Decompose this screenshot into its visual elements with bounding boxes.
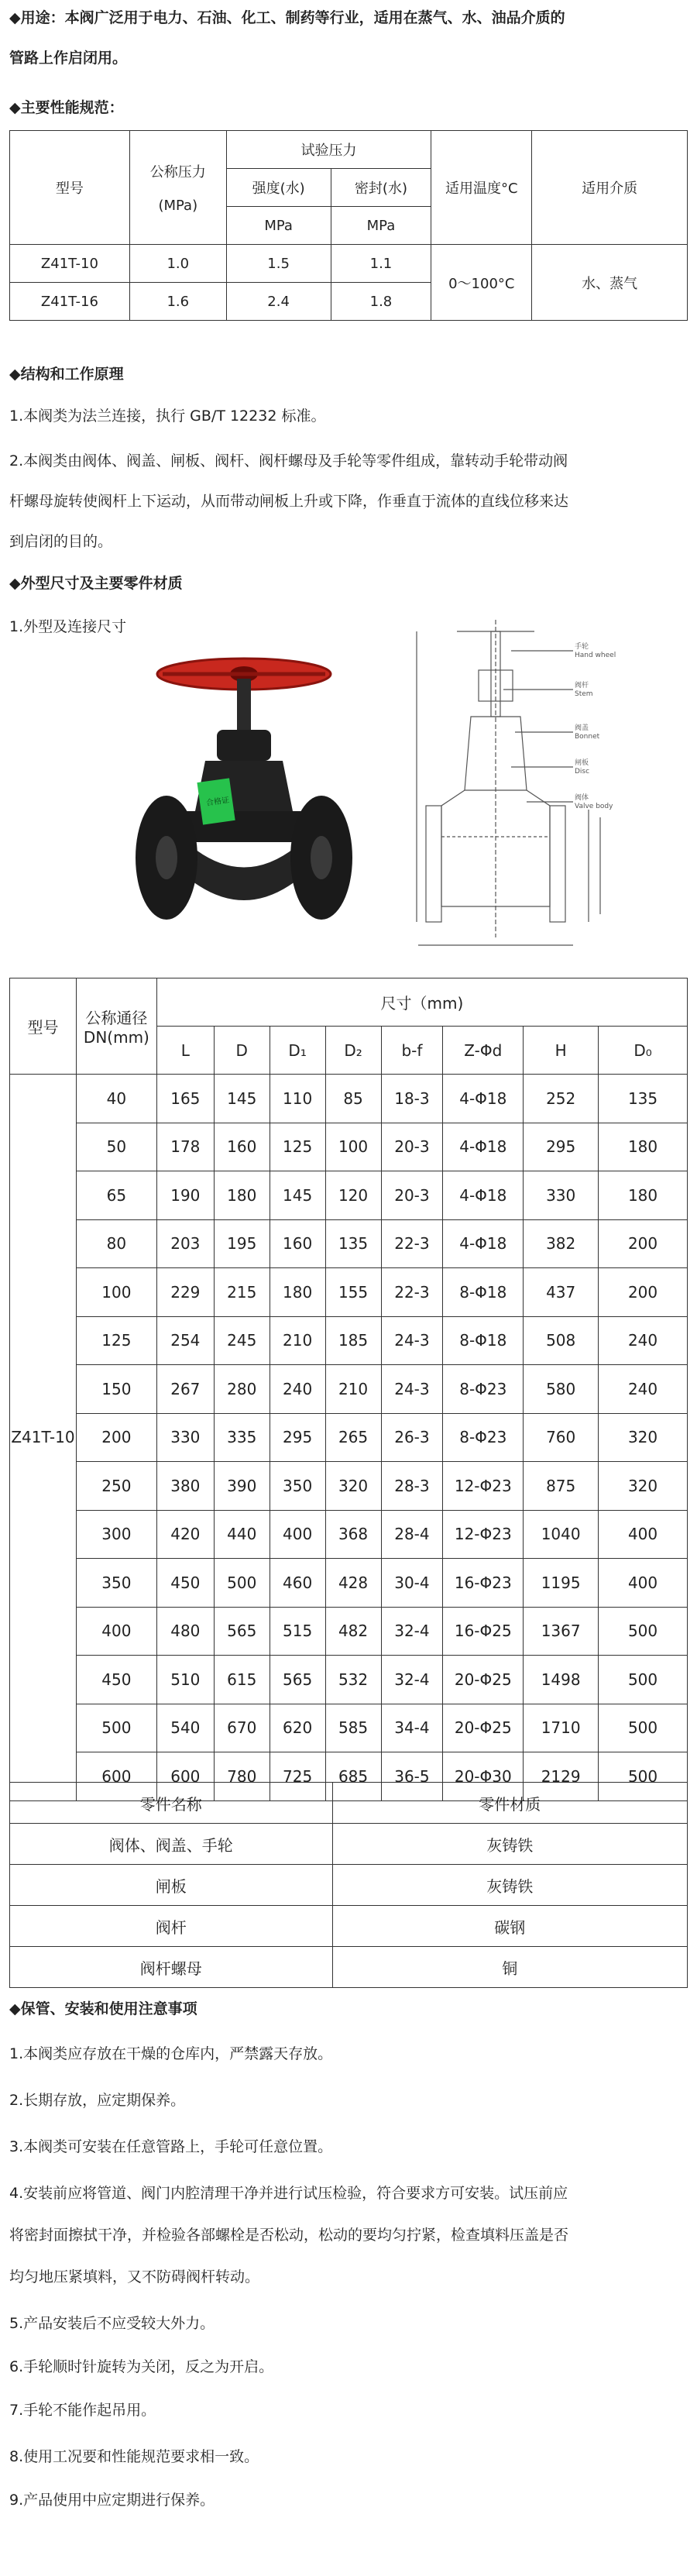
- table-cell: 780: [214, 1752, 270, 1801]
- table-cell: 8-Φ18: [443, 1268, 524, 1317]
- table-cell: 150: [76, 1365, 156, 1414]
- table-cell: 85: [325, 1075, 381, 1123]
- table-cell: 382: [524, 1219, 599, 1268]
- valve-drawing: [410, 612, 643, 968]
- table-row: [10, 1947, 688, 1988]
- table-cell: 20-3: [381, 1123, 443, 1171]
- table-cell: 30-4: [381, 1559, 443, 1608]
- table-cell: 125: [270, 1123, 325, 1171]
- spec-cell: Z41T-10: [10, 245, 130, 283]
- table-cell: 28-4: [381, 1510, 443, 1559]
- table-cell: 178: [156, 1123, 214, 1171]
- table-cell: 灰铸铁: [332, 1824, 687, 1865]
- table-cell: 185: [325, 1316, 381, 1365]
- spec-header-temp: 适用温度°C: [431, 131, 532, 245]
- table-cell: 180: [599, 1123, 688, 1171]
- table-row: [10, 1123, 688, 1171]
- table-cell: 4-Φ18: [443, 1171, 524, 1220]
- table-cell: 22-3: [381, 1219, 443, 1268]
- table-cell: 380: [156, 1462, 214, 1511]
- table-cell: 240: [599, 1316, 688, 1365]
- table-cell: 135: [325, 1219, 381, 1268]
- table-cell: 500: [76, 1704, 156, 1752]
- table-cell: 铜: [332, 1947, 687, 1988]
- table-cell: 620: [270, 1704, 325, 1752]
- dim-header-col: D₂: [325, 1027, 381, 1075]
- table-cell: 400: [270, 1510, 325, 1559]
- table-cell: 40: [76, 1075, 156, 1123]
- table-cell: 20-Φ25: [443, 1656, 524, 1704]
- table-cell: 阀杆: [10, 1906, 333, 1947]
- drawing-label: Stem: [575, 690, 593, 698]
- tag-text: 合格证: [205, 796, 230, 808]
- table-cell: 295: [270, 1413, 325, 1462]
- table-cell: 540: [156, 1704, 214, 1752]
- table-cell: 875: [524, 1462, 599, 1511]
- table-row: [10, 1906, 688, 1947]
- table-cell: 500: [599, 1607, 688, 1656]
- table-cell: 110: [270, 1075, 325, 1123]
- note-4c: 均匀地压紧填料，又不防碍阀杆转动。: [9, 2268, 260, 2285]
- table-cell: 145: [270, 1171, 325, 1220]
- table-row: [10, 1219, 688, 1268]
- table-cell: 160: [270, 1219, 325, 1268]
- spec-table: [9, 130, 688, 321]
- drawing-label: Valve body: [575, 803, 613, 810]
- table-cell: 210: [270, 1316, 325, 1365]
- note-7: 7.手轮不能作起吊用。: [9, 2402, 156, 2419]
- table-cell: 450: [156, 1559, 214, 1608]
- table-cell: 22-3: [381, 1268, 443, 1317]
- table-cell: 335: [214, 1413, 270, 1462]
- drawing-label: Hand wheel: [575, 652, 616, 659]
- table-cell: 145: [214, 1075, 270, 1123]
- table-cell: 125: [76, 1316, 156, 1365]
- table-cell: 565: [270, 1656, 325, 1704]
- table-cell: 725: [270, 1752, 325, 1801]
- table-cell: 4-Φ18: [443, 1075, 524, 1123]
- spec-cell: 1.6: [129, 283, 226, 321]
- table-cell: 350: [270, 1462, 325, 1511]
- table-cell: 500: [599, 1656, 688, 1704]
- table-cell: 8-Φ18: [443, 1316, 524, 1365]
- spec-media: 水、蒸气: [532, 245, 688, 321]
- table-cell: 565: [214, 1607, 270, 1656]
- table-cell: 295: [524, 1123, 599, 1171]
- table-cell: 28-3: [381, 1462, 443, 1511]
- table-cell: 32-4: [381, 1607, 443, 1656]
- table-cell: 265: [325, 1413, 381, 1462]
- notes-heading: ◆保管、安装和使用注意事项: [9, 2000, 197, 2017]
- table-cell: 36-5: [381, 1752, 443, 1801]
- usage-line-2: 管路上作启闭用。: [9, 50, 128, 67]
- table-cell: 碳钢: [332, 1906, 687, 1947]
- note-4a: 4.安装前应将管道、阀门内腔清理干净并进行试压检验，符合要求方可安装。试压前应: [9, 2185, 568, 2202]
- drawing-label: 闸板: [575, 759, 589, 767]
- table-cell: 510: [156, 1656, 214, 1704]
- spec-heading: ◆主要性能规范：: [9, 99, 124, 116]
- table-cell: 450: [76, 1656, 156, 1704]
- table-cell: 320: [325, 1462, 381, 1511]
- dim-header-col: Z-Φd: [443, 1027, 524, 1075]
- table-cell: 32-4: [381, 1656, 443, 1704]
- table-cell: 18-3: [381, 1075, 443, 1123]
- table-cell: 480: [156, 1607, 214, 1656]
- table-cell: 1498: [524, 1656, 599, 1704]
- table-cell: 34-4: [381, 1704, 443, 1752]
- table-cell: 1195: [524, 1559, 599, 1608]
- drawing-label: 阀盖: [575, 724, 589, 732]
- table-cell: 100: [325, 1123, 381, 1171]
- drawing-label: 阀体: [575, 794, 589, 802]
- dims-heading: ◆外型尺寸及主要零件材质: [9, 575, 183, 592]
- table-cell: 500: [599, 1704, 688, 1752]
- table-cell: 615: [214, 1656, 270, 1704]
- table-cell: 580: [524, 1365, 599, 1414]
- table-cell: 65: [76, 1171, 156, 1220]
- spec-header-model: 型号: [10, 131, 130, 245]
- table-cell: 155: [325, 1268, 381, 1317]
- table-cell: 50: [76, 1123, 156, 1171]
- dim-header-dn: 公称通径 DN(mm): [76, 978, 156, 1075]
- dim-header-col: D₀: [599, 1027, 688, 1075]
- table-cell: 280: [214, 1365, 270, 1414]
- structure-item-2a: 2.本阀类由阀体、阀盖、闸板、阀杆、阀杆螺母及手轮等零件组成，靠转动手轮带动阀: [9, 452, 568, 469]
- usage-heading: ◆用途：: [9, 9, 65, 26]
- table-cell: 24-3: [381, 1365, 443, 1414]
- table-cell: 585: [325, 1704, 381, 1752]
- table-row: [10, 1510, 688, 1559]
- note-1: 1.本阀类应存放在干燥的仓库内，严禁露天存放。: [9, 2045, 333, 2062]
- table-cell: 1367: [524, 1607, 599, 1656]
- table-cell: 200: [76, 1413, 156, 1462]
- table-cell: 120: [325, 1171, 381, 1220]
- table-cell: 482: [325, 1607, 381, 1656]
- dim-header-col: D: [214, 1027, 270, 1075]
- table-cell: 685: [325, 1752, 381, 1801]
- table-cell: 229: [156, 1268, 214, 1317]
- table-cell: 330: [156, 1413, 214, 1462]
- table-cell: 135: [599, 1075, 688, 1123]
- table-cell: 210: [325, 1365, 381, 1414]
- table-row: [10, 1268, 688, 1317]
- spec-cell: Z41T-16: [10, 283, 130, 321]
- parts-table: [9, 1782, 688, 1988]
- table-cell: 阀杆螺母: [10, 1947, 333, 1988]
- table-cell: 203: [156, 1219, 214, 1268]
- table-cell: 1040: [524, 1510, 599, 1559]
- table-cell: 200: [599, 1268, 688, 1317]
- dims-subheading: 1.外型及连接尺寸: [9, 618, 127, 635]
- table-cell: 12-Φ23: [443, 1510, 524, 1559]
- table-cell: 200: [599, 1219, 688, 1268]
- table-cell: 165: [156, 1075, 214, 1123]
- table-cell: 390: [214, 1462, 270, 1511]
- structure-item-2c: 到启闭的目的。: [9, 533, 113, 550]
- table-cell: 320: [599, 1462, 688, 1511]
- table-cell: 阀体、阀盖、手轮: [10, 1824, 333, 1865]
- table-cell: 26-3: [381, 1413, 443, 1462]
- table-cell: 428: [325, 1559, 381, 1608]
- table-row: [10, 1704, 688, 1752]
- table-row: [10, 1824, 688, 1865]
- table-row: [10, 1365, 688, 1414]
- note-5: 5.产品安装后不应受较大外力。: [9, 2315, 215, 2332]
- note-3: 3.本阀类可安装在任意管路上，手轮可任意位置。: [9, 2138, 333, 2155]
- table-cell: 460: [270, 1559, 325, 1608]
- table-cell: 180: [270, 1268, 325, 1317]
- table-cell: 100: [76, 1268, 156, 1317]
- spec-cell: 1.0: [129, 245, 226, 283]
- table-cell: 515: [270, 1607, 325, 1656]
- spec-temp: 0～100°C: [431, 245, 532, 321]
- spec-cell: 2.4: [226, 283, 331, 321]
- table-cell: 250: [76, 1462, 156, 1511]
- spec-cell: 1.1: [331, 245, 431, 283]
- table-cell: 240: [599, 1365, 688, 1414]
- parts-header-name: 零件名称: [10, 1783, 333, 1824]
- dim-header-col: L: [156, 1027, 214, 1075]
- table-cell: 437: [524, 1268, 599, 1317]
- spec-header-strength: 强度(水): [226, 169, 331, 207]
- spec-header-pressure: 公称压力 (MPa): [129, 131, 226, 245]
- structure-item-2b: 杆螺母旋转使阀杆上下运动，从而带动闸板上升或下降，作垂直于流体的直线位移来达: [9, 493, 569, 510]
- dim-header-model: 型号: [10, 978, 77, 1075]
- note-4b: 将密封面擦拭干净，并检验各部螺栓是否松动，松动的要均匀拧紧，检查填料压盖是否: [9, 2227, 569, 2244]
- drawing-label: 手轮: [575, 643, 589, 651]
- table-row: [10, 1607, 688, 1656]
- table-row: [10, 1656, 688, 1704]
- dim-header-col: D₁: [270, 1027, 325, 1075]
- spec-header-mpa-1: MPa: [226, 207, 331, 245]
- table-cell: 500: [214, 1559, 270, 1608]
- dim-header-col: b-f: [381, 1027, 443, 1075]
- drawing-label: 阀杆: [575, 682, 589, 690]
- table-cell: 16-Φ25: [443, 1607, 524, 1656]
- table-row: [10, 1865, 688, 1906]
- note-6: 6.手轮顺时针旋转为关闭，反之为开启。: [9, 2358, 274, 2375]
- table-cell: 2129: [524, 1752, 599, 1801]
- table-cell: 20-3: [381, 1171, 443, 1220]
- structure-heading: ◆结构和工作原理: [9, 366, 124, 383]
- spec-header-test: 试验压力: [226, 131, 431, 169]
- table-cell: 24-3: [381, 1316, 443, 1365]
- table-cell: 12-Φ23: [443, 1462, 524, 1511]
- table-cell: 532: [325, 1656, 381, 1704]
- table-cell: 240: [270, 1365, 325, 1414]
- usage-text: 本阀广泛用于电力、石油、化工、制药等行业，适用在蒸气、水、油品介质的: [64, 9, 565, 26]
- table-cell: 4-Φ18: [443, 1123, 524, 1171]
- table-cell: 600: [76, 1752, 156, 1801]
- table-cell: 160: [214, 1123, 270, 1171]
- table-cell: 400: [599, 1510, 688, 1559]
- spec-header-media: 适用介质: [532, 131, 688, 245]
- table-cell: 330: [524, 1171, 599, 1220]
- table-cell: 760: [524, 1413, 599, 1462]
- table-cell: 508: [524, 1316, 599, 1365]
- table-row: [10, 1462, 688, 1511]
- table-row: [10, 1316, 688, 1365]
- table-cell: 80: [76, 1219, 156, 1268]
- note-8: 8.使用工况要和性能规范要求相一致。: [9, 2448, 259, 2465]
- table-cell: 670: [214, 1704, 270, 1752]
- table-cell: 440: [214, 1510, 270, 1559]
- table-cell: 368: [325, 1510, 381, 1559]
- table-cell: 600: [156, 1752, 214, 1801]
- table-cell: 闸板: [10, 1865, 333, 1906]
- table-row: [10, 1413, 688, 1462]
- table-cell: 8-Φ23: [443, 1413, 524, 1462]
- table-cell: 400: [76, 1607, 156, 1656]
- table-cell: 400: [599, 1559, 688, 1608]
- table-cell: 195: [214, 1219, 270, 1268]
- usage-line-1: [9, 6, 565, 27]
- parts-header-material: 零件材质: [332, 1783, 687, 1824]
- table-cell: 180: [214, 1171, 270, 1220]
- dim-header-col: H: [524, 1027, 599, 1075]
- note-9: 9.产品使用中应定期进行保养。: [9, 2492, 215, 2509]
- table-cell: 245: [214, 1316, 270, 1365]
- structure-item-1: 1.本阀类为法兰连接，执行 GB/T 12232 标准。: [9, 408, 326, 425]
- spec-header-mpa-2: MPa: [331, 207, 431, 245]
- table-cell: 180: [599, 1171, 688, 1220]
- spec-header-seal: 密封(水): [331, 169, 431, 207]
- table-cell: 20-Φ30: [443, 1752, 524, 1801]
- table-cell: 8-Φ23: [443, 1365, 524, 1414]
- table-cell: 254: [156, 1316, 214, 1365]
- valve-photo: [132, 652, 356, 962]
- dim-header-size: 尺寸（mm): [156, 978, 687, 1027]
- table-cell: 4-Φ18: [443, 1219, 524, 1268]
- table-cell: 1710: [524, 1704, 599, 1752]
- table-cell: 16-Φ23: [443, 1559, 524, 1608]
- table-cell: 300: [76, 1510, 156, 1559]
- table-cell: 190: [156, 1171, 214, 1220]
- table-row: [10, 1171, 688, 1220]
- table-cell: 320: [599, 1413, 688, 1462]
- drawing-label: Disc: [575, 768, 590, 776]
- table-cell: 350: [76, 1559, 156, 1608]
- table-row: [10, 1559, 688, 1608]
- spec-cell: 1.5: [226, 245, 331, 283]
- drawing-label: Bonnet: [575, 733, 600, 741]
- table-cell: 500: [599, 1752, 688, 1801]
- table-cell: 20-Φ25: [443, 1704, 524, 1752]
- table-cell: 215: [214, 1268, 270, 1317]
- table-cell: 420: [156, 1510, 214, 1559]
- note-2: 2.长期存放，应定期保养。: [9, 2092, 186, 2109]
- table-row: [10, 1075, 688, 1123]
- dim-model-cell: Z41T-10: [10, 1075, 77, 1801]
- table-cell: 灰铸铁: [332, 1865, 687, 1906]
- spec-cell: 1.8: [331, 283, 431, 321]
- dimension-table: [9, 978, 688, 1801]
- table-cell: 252: [524, 1075, 599, 1123]
- table-cell: 267: [156, 1365, 214, 1414]
